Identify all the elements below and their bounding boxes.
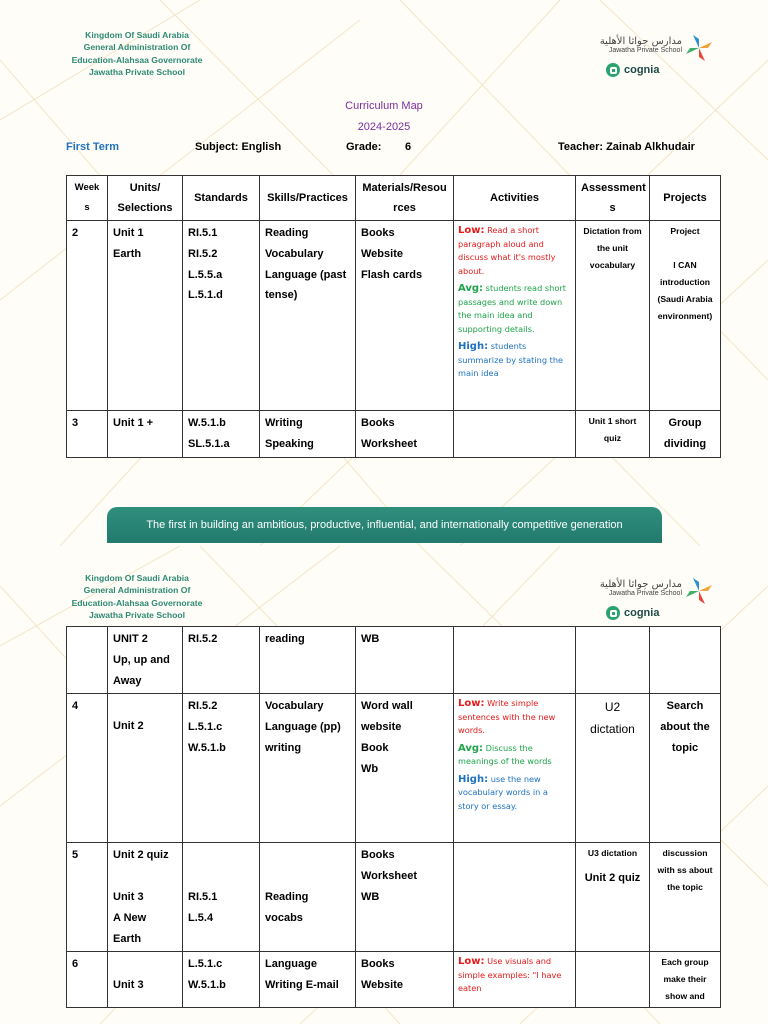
projects-cell: Group dividing xyxy=(650,411,721,458)
skills-cell xyxy=(260,952,356,1008)
table-row xyxy=(67,952,721,1008)
header-units: Units/ Selections xyxy=(108,176,183,221)
unit-text xyxy=(113,954,177,975)
material-text: Website xyxy=(361,979,403,992)
material-text: WB xyxy=(361,890,380,903)
org-line: Education-Alahsaa Governorate xyxy=(71,54,203,65)
skill-text xyxy=(265,845,350,866)
activities-cell xyxy=(454,411,576,458)
unit-text: Unit 3 xyxy=(113,890,144,903)
org-line: General Administration Of xyxy=(83,585,191,596)
unit-text xyxy=(113,866,177,887)
grade-value: 6 xyxy=(405,141,412,153)
org-line: Jawatha Private School xyxy=(89,67,185,78)
skill-text: Writing E-mail xyxy=(265,979,339,992)
curriculum-table-page2 xyxy=(66,626,721,1008)
header-standards: Standards xyxy=(183,176,260,221)
skill-text xyxy=(265,866,350,887)
footer-banner: The first in building an ambitious, productive, influential, and internationally competitive generation xyxy=(107,507,662,543)
week-cell xyxy=(67,627,108,694)
org-line: General Administration Of xyxy=(83,42,191,53)
school-logo-text xyxy=(598,36,682,54)
unit-text: UNIT 2 xyxy=(113,633,148,645)
table-row xyxy=(67,627,721,694)
material-text: Flash cards xyxy=(361,268,423,281)
header-assessments: Assessment s xyxy=(576,176,650,221)
skill-text: Vocabulary xyxy=(265,700,324,713)
org-header xyxy=(52,29,222,79)
materials-cell xyxy=(356,694,454,843)
skill-text: Language (pp) xyxy=(265,721,341,734)
skill-text: Reading xyxy=(265,227,309,239)
activity-level: Low: xyxy=(458,698,485,710)
activity-low xyxy=(458,955,571,996)
week-cell: 5 xyxy=(67,843,108,952)
materials-cell: WB xyxy=(356,627,454,694)
curriculum-table-page1 xyxy=(66,175,721,458)
activity-level: Low: xyxy=(458,956,485,968)
logo-arabic: مدارس جواثا الأهلية xyxy=(599,36,682,47)
standard-text xyxy=(188,866,254,887)
assessment-text: U3 dictation xyxy=(587,848,638,859)
standards-cell xyxy=(183,411,260,458)
assessments-cell: U2 dictation xyxy=(576,694,650,843)
activity-low xyxy=(458,697,571,738)
activity-avg xyxy=(458,742,571,769)
unit-text: Unit 1 xyxy=(113,227,144,239)
logo-english: Jawatha Private School xyxy=(608,590,682,597)
materials-cell xyxy=(356,843,454,952)
material-text: website xyxy=(361,721,402,734)
header-activities: Activities xyxy=(454,176,576,221)
unit-text: Up, up and Away xyxy=(113,653,170,687)
activity-level: Avg: xyxy=(458,283,484,294)
table-header-row xyxy=(67,176,721,221)
school-logo-icon xyxy=(684,576,714,606)
assessments-cell xyxy=(576,843,650,952)
header-projects: Projects xyxy=(650,176,721,221)
header-weeks: Week s xyxy=(67,176,108,221)
org-line: Education-Alahsaa Governorate xyxy=(71,597,203,608)
header-skills: Skills/Practices xyxy=(260,176,356,221)
skill-text: Language xyxy=(265,958,317,971)
assessments-cell xyxy=(576,627,650,694)
skills-cell: reading xyxy=(260,627,356,694)
grade-label: Grade: xyxy=(346,141,382,153)
standard-text: L.5.1.c xyxy=(188,958,223,971)
standard-text: RI.5.2 xyxy=(188,247,218,260)
skill-text: Vocabulary xyxy=(265,247,324,260)
standard-text: RI.5.1 xyxy=(188,227,218,239)
school-logo-text xyxy=(598,579,682,597)
standard-text: L.5.5.a xyxy=(188,268,223,281)
cognia-logo xyxy=(606,606,659,620)
units-cell xyxy=(108,627,183,694)
activity-level: High: xyxy=(458,341,489,352)
org-header xyxy=(52,572,222,622)
cognia-text: cognia xyxy=(624,607,660,619)
assessments-cell: Dictation from the unit vocabulary xyxy=(576,221,650,411)
activity-avg xyxy=(458,282,571,336)
units-cell xyxy=(108,952,183,1008)
materials-cell xyxy=(356,952,454,1008)
org-line: Kingdom Of Saudi Arabia xyxy=(85,573,189,583)
material-text: Wb xyxy=(361,762,379,775)
logo-english: Jawatha Private School xyxy=(608,47,682,54)
skills-cell xyxy=(260,843,356,952)
skills-cell xyxy=(260,694,356,843)
material-text: Books xyxy=(361,849,395,862)
material-text: Worksheet xyxy=(361,870,418,883)
cognia-icon xyxy=(606,606,620,620)
org-line: Jawatha Private School xyxy=(89,610,185,621)
doc-year: 2024-2025 xyxy=(357,121,411,133)
material-text: Book xyxy=(361,741,389,754)
week-cell: 3 xyxy=(67,411,108,458)
table-row xyxy=(67,694,721,843)
activity-text: Discuss the meanings of the words xyxy=(458,742,552,767)
projects-cell xyxy=(650,221,721,411)
activity-text: Use visuals and simple examples: "I have eaten xyxy=(458,956,562,994)
week-cell: 6 xyxy=(67,952,108,1008)
projects-cell: discussion with ss about the topic xyxy=(650,843,721,952)
activity-text: students read short passages and write down the main idea and supporting details. xyxy=(458,283,566,334)
table-row xyxy=(67,843,721,952)
standards-cell xyxy=(183,952,260,1008)
material-text: Books xyxy=(361,958,395,971)
cognia-text: cognia xyxy=(624,64,660,76)
table-row xyxy=(67,411,721,458)
unit-text: Earth xyxy=(113,247,142,260)
activity-text: use the new vocabulary words in a story or essay. xyxy=(458,773,548,811)
standard-text: L.5.4 xyxy=(188,911,214,924)
standards-cell xyxy=(183,694,260,843)
materials-cell xyxy=(356,221,454,411)
week-cell: 2 xyxy=(67,221,108,411)
unit-text: Unit 3 xyxy=(113,979,144,992)
activities-cell xyxy=(454,952,576,1008)
material-text: Worksheet xyxy=(361,437,418,450)
activities-cell xyxy=(454,694,576,843)
skill-text: Language (past tense) xyxy=(265,268,347,302)
activity-low xyxy=(458,224,571,278)
skills-cell xyxy=(260,221,356,411)
activity-level: Low: xyxy=(458,225,485,236)
activity-level: Avg: xyxy=(458,742,484,754)
material-text: Word wall xyxy=(361,700,413,713)
school-logo-icon xyxy=(684,33,714,63)
subject-label: Subject: English xyxy=(195,141,282,153)
skill-text: Speaking xyxy=(265,437,314,450)
assessment-text: Unit 2 quiz xyxy=(584,872,641,885)
activity-level: High: xyxy=(458,773,489,785)
standard-text: W.5.1.b xyxy=(188,979,226,992)
material-text: Website xyxy=(361,247,403,260)
org-line: Kingdom Of Saudi Arabia xyxy=(85,30,189,40)
project-text xyxy=(655,240,715,257)
units-cell: Unit 2 xyxy=(108,694,183,843)
header-materials: Materials/Resou rces xyxy=(356,176,454,221)
standard-text xyxy=(188,845,254,866)
cognia-logo xyxy=(606,63,659,77)
units-cell xyxy=(108,221,183,411)
activity-text: Write simple sentences with the new words. xyxy=(458,698,556,736)
standard-text: RI.5.2 xyxy=(188,700,218,713)
page-2 xyxy=(0,546,768,1024)
project-text: Project xyxy=(670,226,700,236)
standard-text: W.5.1.b xyxy=(188,417,226,429)
logo-arabic: مدارس جواثا الأهلية xyxy=(599,579,682,590)
activity-text: students summarize by stating the main idea xyxy=(458,341,564,378)
projects-cell xyxy=(650,627,721,694)
skill-text: vocabs xyxy=(265,911,303,924)
activities-cell xyxy=(454,627,576,694)
material-text: Books xyxy=(361,227,395,239)
units-cell xyxy=(108,843,183,952)
teacher-label: Teacher: Zainab Alkhudair xyxy=(558,141,695,153)
cognia-icon xyxy=(606,63,620,77)
standard-text: RI.5.1 xyxy=(188,890,218,903)
table-row xyxy=(67,221,721,411)
assessments-cell xyxy=(576,952,650,1008)
project-text: I CAN introduction (Saudi Arabia environment) xyxy=(657,260,713,321)
activities-cell xyxy=(454,221,576,411)
units-cell: Unit 1 + xyxy=(108,411,183,458)
activities-cell xyxy=(454,843,576,952)
skills-cell xyxy=(260,411,356,458)
standard-text: SL.5.1.a xyxy=(188,437,230,450)
activity-text: Read a short paragraph aloud and discuss what it's mostly about. xyxy=(458,225,556,276)
materials-cell xyxy=(356,411,454,458)
projects-cell: Search about the topic xyxy=(650,694,721,843)
standard-text: L.5.1.c xyxy=(188,721,223,734)
activity-high xyxy=(458,340,571,381)
unit-text: A New Earth xyxy=(113,911,147,945)
standard-text: W.5.1.b xyxy=(188,741,226,754)
activity-high xyxy=(458,773,571,814)
standard-text: L.5.1.d xyxy=(188,289,223,302)
projects-cell: Each group make their show and xyxy=(650,952,721,1008)
standards-cell xyxy=(183,221,260,411)
skill-text: Reading xyxy=(265,890,309,903)
unit-text: Unit 2 quiz xyxy=(113,849,169,862)
skill-text: writing xyxy=(265,741,302,754)
assessments-cell: Unit 1 short quiz xyxy=(576,411,650,458)
standards-cell xyxy=(183,843,260,952)
standards-cell: RI.5.2 xyxy=(183,627,260,694)
doc-title: Curriculum Map xyxy=(345,100,423,112)
material-text: Books xyxy=(361,417,395,429)
skill-text: Writing xyxy=(265,417,303,429)
term-label: First Term xyxy=(66,141,119,153)
week-cell: 4 xyxy=(67,694,108,843)
